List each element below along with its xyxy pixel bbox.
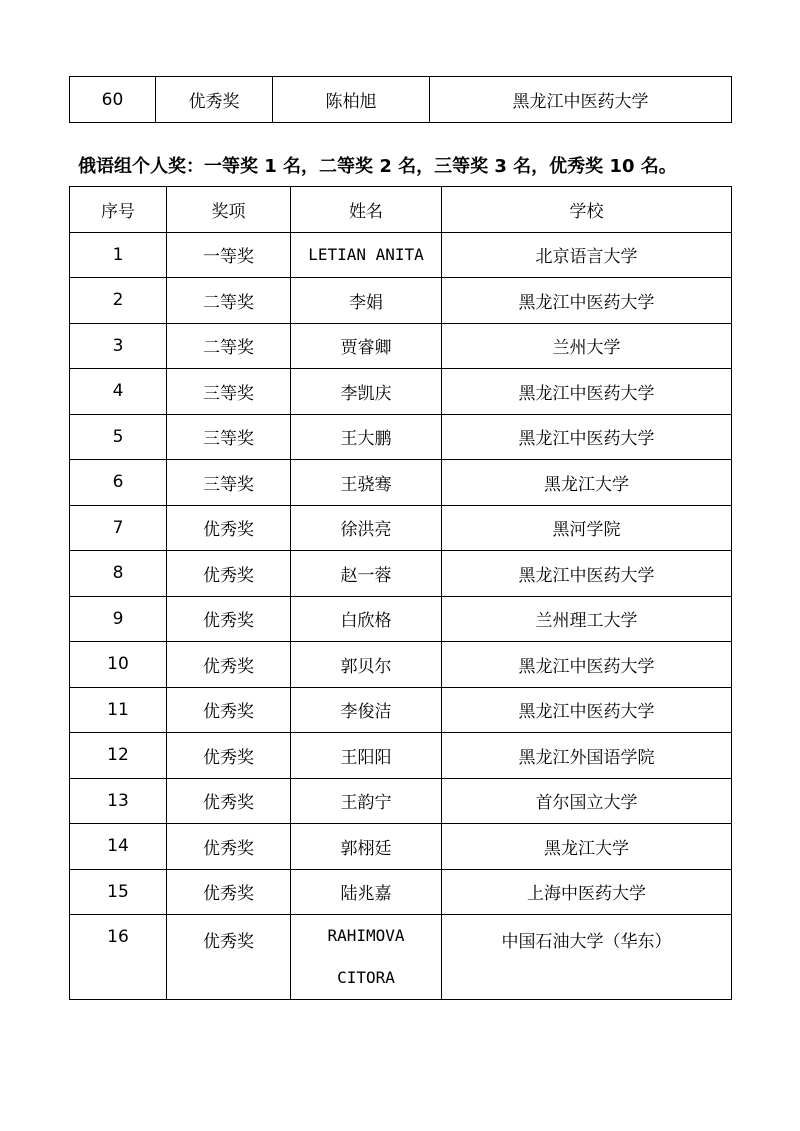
award-cell: 优秀奖: [167, 733, 291, 779]
section-heading: 俄语组个人奖：一等奖 1 名，二等奖 2 名，三等奖 3 名，优秀奖 10 名。: [78, 156, 677, 177]
school-cell: 黑龙江大学: [442, 824, 732, 870]
row-number: 9: [70, 596, 167, 642]
table-row: [70, 915, 732, 1000]
award-cell: 三等奖: [167, 460, 291, 506]
table-row: [70, 369, 732, 415]
award-cell: 二等奖: [167, 278, 291, 324]
school-cell: 中国石油大学（华东）: [442, 915, 732, 1000]
name-line-1: RAHIMOVA: [327, 926, 405, 945]
row-number: 60: [70, 77, 156, 123]
table-row: [70, 733, 732, 779]
row-number: 15: [70, 869, 167, 915]
header-school: 学校: [442, 187, 732, 233]
name-cell: 王阳阳: [291, 733, 442, 779]
row-number: 14: [70, 824, 167, 870]
award-cell: 优秀奖: [167, 824, 291, 870]
header-number: 序号: [70, 187, 167, 233]
table-row: [70, 596, 732, 642]
row-number: 1: [70, 232, 167, 278]
name-cell: LETIAN ANITA: [291, 232, 442, 278]
table-row: [70, 278, 732, 324]
school-cell: 首尔国立大学: [442, 778, 732, 824]
row-number: 7: [70, 505, 167, 551]
award-cell: 优秀奖: [167, 642, 291, 688]
school-cell: 黑龙江中医药大学: [442, 414, 732, 460]
name-cell: 贾睿卿: [291, 323, 442, 369]
row-number: 5: [70, 414, 167, 460]
table-row: [70, 687, 732, 733]
row-number: 2: [70, 278, 167, 324]
award-cell: 二等奖: [167, 323, 291, 369]
school-cell: 兰州大学: [442, 323, 732, 369]
award-cell: 优秀奖: [167, 778, 291, 824]
school-cell: 上海中医药大学: [442, 869, 732, 915]
award-cell: 优秀奖: [167, 551, 291, 597]
row-number: 3: [70, 323, 167, 369]
name-cell: 郭栩廷: [291, 824, 442, 870]
name-cell: 王骁骞: [291, 460, 442, 506]
header-name: 姓名: [291, 187, 442, 233]
school-cell: 北京语言大学: [442, 232, 732, 278]
name-cell: 王韵宁: [291, 778, 442, 824]
name-cell: 郭贝尔: [291, 642, 442, 688]
school-cell: 黑龙江中医药大学: [442, 687, 732, 733]
previous-page-table-tail: [69, 76, 732, 123]
row-number: 13: [70, 778, 167, 824]
name-cell: 王大鹏: [291, 414, 442, 460]
name-line-2: CITORA: [337, 968, 395, 987]
award-cell: 优秀奖: [167, 596, 291, 642]
row-number: 6: [70, 460, 167, 506]
award-cell: 优秀奖: [156, 77, 273, 123]
row-number: 10: [70, 642, 167, 688]
school-cell: 黑龙江中医药大学: [430, 77, 732, 123]
name-cell: 李娟: [291, 278, 442, 324]
award-cell: 一等奖: [167, 232, 291, 278]
table-row: [70, 323, 732, 369]
table-row: [70, 642, 732, 688]
school-cell: 黑龙江中医药大学: [442, 278, 732, 324]
row-number: 8: [70, 551, 167, 597]
school-cell: 黑龙江大学: [442, 460, 732, 506]
school-cell: 黑龙江外国语学院: [442, 733, 732, 779]
school-cell: 黑河学院: [442, 505, 732, 551]
name-cell: 陆兆嘉: [291, 869, 442, 915]
name-cell: 陈柏旭: [273, 77, 430, 123]
name-cell: 赵一蓉: [291, 551, 442, 597]
row-number: 4: [70, 369, 167, 415]
table-row: [70, 414, 732, 460]
table-row: [70, 232, 732, 278]
table-row: [70, 551, 732, 597]
name-cell: [291, 915, 442, 1000]
award-cell: 三等奖: [167, 414, 291, 460]
award-cell: 优秀奖: [167, 869, 291, 915]
name-cell: 徐洪亮: [291, 505, 442, 551]
table-row: [70, 460, 732, 506]
table-row: [70, 77, 732, 123]
school-cell: 黑龙江中医药大学: [442, 369, 732, 415]
table-row: [70, 505, 732, 551]
header-award: 奖项: [167, 187, 291, 233]
row-number: 11: [70, 687, 167, 733]
table-header-row: [70, 187, 732, 233]
table-row: [70, 869, 732, 915]
table-row: [70, 778, 732, 824]
award-cell: 优秀奖: [167, 687, 291, 733]
name-cell: 李凯庆: [291, 369, 442, 415]
name-cell: 白欣格: [291, 596, 442, 642]
award-cell: 优秀奖: [167, 505, 291, 551]
award-cell: 三等奖: [167, 369, 291, 415]
russian-group-award-table: [69, 186, 732, 1000]
row-number: 16: [70, 915, 167, 1000]
row-number: 12: [70, 733, 167, 779]
name-cell: 李俊洁: [291, 687, 442, 733]
school-cell: 黑龙江中医药大学: [442, 642, 732, 688]
award-cell: 优秀奖: [167, 915, 291, 1000]
school-cell: 黑龙江中医药大学: [442, 551, 732, 597]
school-cell: 兰州理工大学: [442, 596, 732, 642]
table-row: [70, 824, 732, 870]
